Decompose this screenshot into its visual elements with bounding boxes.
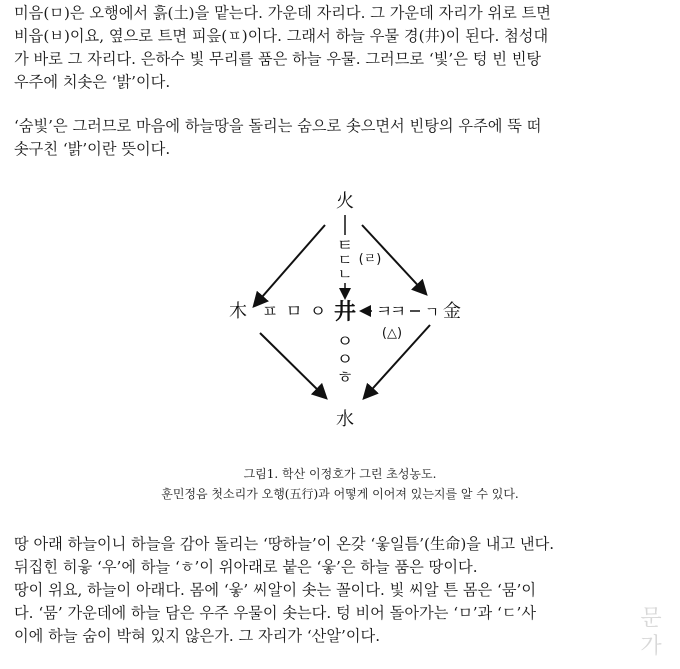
text-line: 땅 아래 하늘이니 하늘을 감아 돌리는 ‘땅하늘’이 온갖 ‘웋일틈’(生命)을 내고 낸다. bbox=[14, 535, 555, 553]
paragraph-sumbit bbox=[14, 115, 670, 161]
consonant-label: ㄴ bbox=[337, 265, 353, 283]
text-line: 솟구친 ‘밝’이란 뜻이다. bbox=[14, 140, 171, 158]
upper-paren-label: (ㄹ) bbox=[358, 252, 382, 267]
text-line: 비읍(ㅂ)이요, 옆으로 트면 피읖(ㅍ)이다. 그래서 하늘 우물 경(井)이 된다. 첨성대 bbox=[14, 27, 549, 45]
consonant-label: ㄷ bbox=[337, 251, 353, 269]
consonant-label: ㅋ bbox=[375, 302, 393, 322]
text-line: 뒤집힌 히읗 ‘우’에 하늘 ‘ㅎ’이 위아래로 붙은 ‘웋’은 하늘 품은 땅이다. bbox=[14, 558, 478, 576]
text-line: 이에 하늘 숨이 박혀 있지 않은가. 그 자리가 ‘산알’이다. bbox=[14, 627, 381, 645]
consonant-label: ㅍ bbox=[261, 302, 279, 322]
center-symbol: 井 bbox=[333, 300, 357, 325]
consonant-label: ㅎ bbox=[336, 368, 354, 388]
text-line: 우주에 치솟은 ‘밝’이다. bbox=[14, 73, 171, 91]
figure-caption-description: 훈민정음 첫소리가 오행(五行)과 어떻게 이어져 있는지를 알 수 있다. bbox=[161, 487, 519, 501]
consonant-label: ㅇ bbox=[336, 350, 354, 370]
text-line: ‘숨빛’은 그러므로 마음에 하늘땅을 돌리는 숨으로 솟으면서 빈탕의 우주에 뚝 떠 bbox=[14, 117, 542, 135]
figure-caption-title: 그림1. 학산 이정호가 그린 초성농도. bbox=[243, 467, 437, 481]
wood-label: 木 bbox=[229, 301, 247, 322]
text-line: 땅이 위요, 하늘이 아래다. 몸에 ‘웋’ 씨알이 솟는 꼴이다. 빛 씨알 튼 몸은 ‘뭄’이 bbox=[14, 581, 537, 599]
text-line: 가 바로 그 자리다. 은하수 빛 무리를 품은 하늘 우물. 그러므로 ‘빛’은 텅 빈 빈탕 bbox=[14, 50, 542, 68]
right-paren-label: (△) bbox=[381, 326, 403, 341]
watermark-text: 문 bbox=[640, 606, 662, 631]
water-label: 水 bbox=[336, 409, 354, 430]
metal-label: 金 bbox=[443, 301, 461, 322]
consonant-label: ㅇ bbox=[336, 332, 354, 352]
consonant-label: ㄱ bbox=[424, 303, 440, 321]
text-line: 미음(ㅁ)은 오행에서 흙(土)을 맡는다. 가운데 자리다. 그 가운데 자리가 위로 트면 bbox=[14, 4, 551, 22]
arrow-wood-to-water bbox=[260, 333, 325, 397]
fire-label: 火 bbox=[336, 191, 354, 212]
watermark-logo bbox=[626, 595, 676, 665]
consonant-label: ㅇ bbox=[309, 302, 327, 322]
svg-text:가: 가 bbox=[640, 634, 662, 659]
text-line: 다. ‘뭄’ 가운데에 하늘 담은 우주 우물이 솟는다. 텅 비어 돌아가는 ‘ㅁ’과 ‘ㄷ’사 bbox=[14, 604, 537, 622]
paragraph-intro bbox=[14, 2, 670, 94]
consonant-label: ㅋ bbox=[389, 302, 407, 322]
consonant-label: ㅁ bbox=[285, 302, 303, 322]
paragraph-earth-sky bbox=[14, 533, 670, 648]
arrow-fire-to-wood bbox=[255, 225, 325, 305]
five-elements-diagram bbox=[220, 185, 470, 435]
consonant-label: ㅌ bbox=[336, 236, 354, 256]
